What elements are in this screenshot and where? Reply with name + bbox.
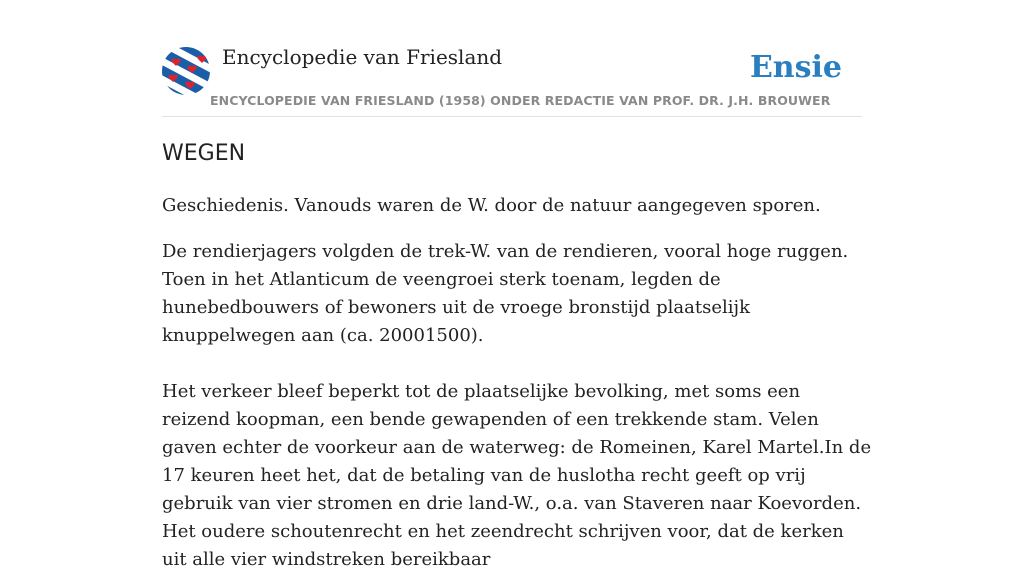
article-paragraph: Geschiedenis. Vanouds waren de W. door de natuur aangegeven sporen. — [162, 195, 821, 216]
article-paragraph: De rendierjagers volgden de trek-W. van de rendieren, vooral hoge ruggen. Toen in het Atlanticum de veengroei sterk toenam, legden de hunebedbouwers of bewoners uit de vroege bronstijd plaatselijk knuppelwegen aan (ca. 20001500). — [162, 241, 849, 346]
site-subtitle: ENCYCLOPEDIE VAN FRIESLAND (1958) ONDER REDACTIE VAN PROF. DR. J.H. BROUWER — [210, 93, 831, 108]
article-title: WEGEN — [162, 141, 246, 166]
article-paragraph: Het verkeer bleef beperkt tot de plaatselijke bevolking, met soms een reizend koopman, een bende gewapenden of een trekkende stam. Velen gaven echter de voorkeur aan de waterweg: de Romeinen, Karel Martel.In de 17 keuren heet het, dat de betaling van de huslotha recht geeft op vrij gebruik van vier stromen en drie land-W., o.a. van Staveren naar Koevorden. Het oudere schoutenrecht en het zeendrecht schrijven voor, dat de kerken uit alle vier windstreken bereikbaar — [162, 381, 872, 570]
frisian-flag-icon[interactable] — [162, 47, 210, 95]
ensie-logo[interactable]: Ensie — [749, 50, 842, 85]
site-title[interactable]: Encyclopedie van Friesland — [222, 45, 503, 69]
site-header — [162, 0, 862, 117]
article-content — [162, 138, 872, 574]
